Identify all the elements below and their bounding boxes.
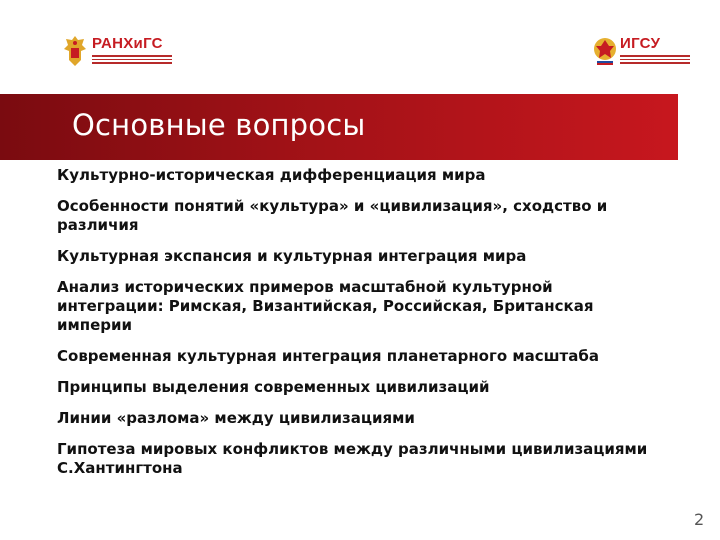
logo-left-name: РАНХиГС [92, 35, 163, 52]
page-number: 2 [694, 510, 705, 529]
topic-item: Особенности понятий «культура» и «цивилизация», сходство и различия [57, 197, 608, 234]
topic-item: Культурная экспансия и культурная интеграция мира [57, 247, 527, 265]
topic-item: Принципы выделения современных цивилизаций [57, 378, 490, 396]
topic-item: Линии «разлома» между цивилизациями [57, 409, 415, 427]
ranepa-logo [62, 34, 172, 68]
topic-list [57, 166, 657, 490]
eagle-emblem-icon [62, 34, 88, 68]
topic-item: Культурно-историческая дифференциация мира [57, 166, 486, 184]
logo-right-subtitle-lines [620, 55, 690, 66]
topic-item: Анализ исторических примеров масштабной культурной интеграции: Римская, Византийская, Российская, Британская империи [57, 278, 594, 334]
igsu-logo [592, 34, 692, 68]
topic-item: Современная культурная интеграция планетарного масштаба [57, 347, 599, 365]
logo-left-subtitle-lines [92, 55, 172, 66]
title-banner [0, 94, 678, 160]
logo-right-name: ИГСУ [620, 35, 661, 52]
slide-title: Основные вопросы [72, 108, 366, 142]
igsu-emblem-icon [592, 34, 618, 68]
topic-item: Гипотеза мировых конфликтов между различными цивилизациями С.Хантингтона [57, 440, 648, 477]
